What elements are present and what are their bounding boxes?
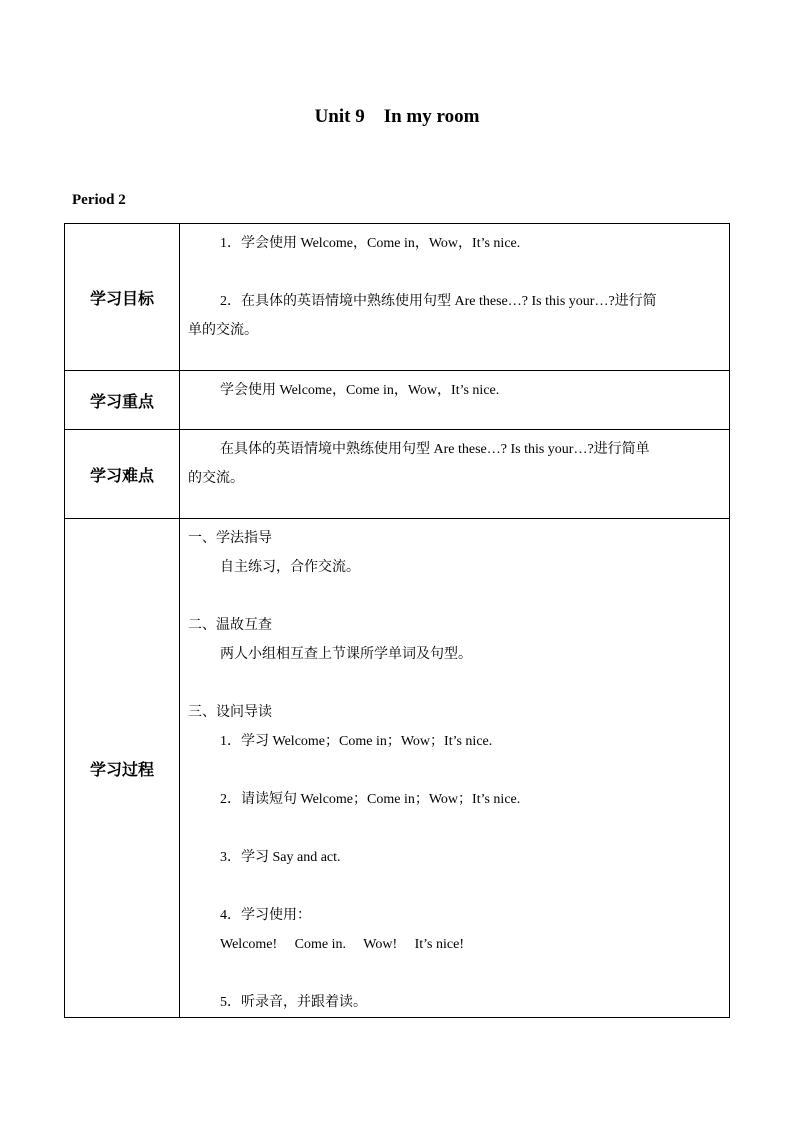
period-label: Period 2 (72, 192, 126, 208)
lesson-plan-table (64, 223, 730, 1018)
row-content-key-points (180, 371, 730, 430)
row-content-goals (180, 224, 730, 371)
process-item-4-phrases: Welcome! Come in. Wow! It’s nice! (220, 937, 464, 952)
row-content-process (180, 519, 730, 1018)
table-row-process (65, 519, 730, 1018)
table-row-difficult-points (65, 430, 730, 519)
difficult-point-line-a: 在具体的英语情境中熟练使用句型 Are these…? Is this your…?进行简单 (220, 442, 650, 457)
row-label-goals: 学习目标 (65, 224, 180, 371)
process-item-4: 4．学习使用： (220, 908, 311, 923)
goal-item-1: 1．学会使用 Welcome，Come in，Wow，It’s nice. (220, 236, 521, 251)
section-text-1: 自主练习，合作交流。 (220, 560, 360, 575)
table-row-goals (65, 224, 730, 371)
process-item-1: 1．学习 Welcome；Come in；Wow；It’s nice. (220, 734, 493, 749)
row-label-difficult-points: 学习难点 (65, 430, 180, 519)
difficult-point-line-b: 的交流。 (188, 471, 244, 486)
process-item-3: 3．学习 Say and act. (220, 850, 341, 865)
goal-item-2-line-b: 单的交流。 (188, 323, 258, 338)
section-heading-3: 三、设问导读 (188, 705, 272, 720)
section-text-2: 两人小组相互查上节课所学单词及句型。 (220, 647, 472, 662)
section-heading-1: 一、学法指导 (188, 531, 272, 546)
section-heading-2: 二、温故互查 (188, 618, 272, 633)
process-item-2: 2．请读短句 Welcome；Come in；Wow；It’s nice. (220, 792, 521, 807)
table-row-key-points (65, 371, 730, 430)
process-item-5: 5．听录音，并跟着读。 (220, 995, 367, 1010)
row-content-difficult-points (180, 430, 730, 519)
key-point-text: 学会使用 Welcome，Come in，Wow，It’s nice. (220, 383, 500, 398)
row-label-process: 学习过程 (65, 519, 180, 1018)
document-title: Unit 9 In my room (314, 106, 480, 127)
goal-item-2-line-a: 2．在具体的英语情境中熟练使用句型 Are these…? Is this your…?进行简 (220, 294, 657, 309)
row-label-key-points: 学习重点 (65, 371, 180, 430)
